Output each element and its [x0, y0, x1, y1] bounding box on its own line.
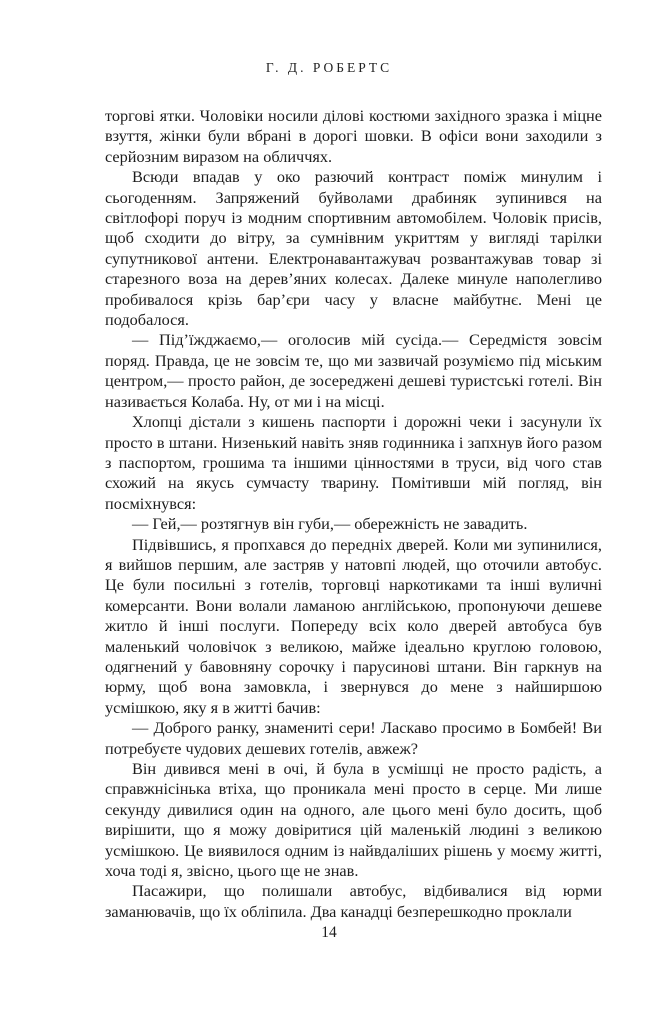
- running-header: Г. Д. РОБЕРТС: [265, 60, 393, 75]
- page-number: 14: [321, 924, 337, 941]
- paragraph: Всюди впадав у око разючий контраст поміж минулим і сьогоденням. Запряжений буйволами драбиняк зупинився на світлофорі поруч із модним спортивним автомобілем. Чоловік присів, щоб сходити до вітру, за сумнівним укриттям у вигляді тарілки супутникової антени. Електронавантажувач розвантажував товар зі старезного воза на дерев’яних колесах. Далеке минуле наполегливо пробивалося крізь бар’єри часу у власне майбутнє. Мені це подобалося.: [105, 167, 602, 330]
- paragraph: Пасажири, що полишали автобус, відбивалися від юрми заманювачів, що їх обліпила. Два канадці безперешкодно проклали: [105, 881, 602, 921]
- paragraph-dialogue: — Доброго ранку, знамениті сери! Ласкаво просимо в Бомбей! Ви потребуєте чудових дешевих готелів, авжеж?: [105, 718, 602, 758]
- text-block: [105, 106, 602, 922]
- paragraph: Він дивився мені в очі, й була в усмішці не просто радість, а справжнісінька втіха, що проникала мені просто в серце. Ми лише секунду дивилися один на одного, але цього мені було досить, щоб вирішити, що я можу довіритися цій маленькій людині з великою усмішкою. Це виявилося одним із найвдаліших рішень у моєму житті, хоча тоді я, звісно, цього ще не знав.: [105, 759, 602, 881]
- paragraph-dialogue: — Під’їжджаємо,— оголосив мій сусіда.— Середмістя зовсім поряд. Правда, це не зовсім те, що ми зазвичай розуміємо під міським центром,— просто район, де зосереджені дешеві туристські готелі. Він називається Колаба. Ну, от ми і на місці.: [105, 330, 602, 411]
- paragraph: Підвівшись, я пропхався до передніх дверей. Коли ми зупинилися, я вийшов першим, але застряв у натовпі людей, що оточили автобус. Це були посильні з готелів, торговці наркотиками та інші вуличні комерсанти. Вони волали ламаною англійською, пропонуючи дешеве житло й інші послуги. Попереду всіх коло дверей автобуса був маленький чоловічок з великою, майже ідеально круглою головою, одягнений у бавовняну сорочку і парусинові штани. Він гаркнув на юрму, щоб вона замовкла, і звернувся до мене з найширшою усмішкою, яку я в житті бачив:: [105, 534, 602, 717]
- paragraph: Хлопці дістали з кишень паспорти і дорожні чеки і засунули їх просто в штани. Низенький навіть зняв годинника і запхнув його разом з паспортом, грошима та іншими цінностями в труси, від чого став схожий на якусь сумчасту тварину. Помітивши мій погляд, він посміхнувся:: [105, 412, 602, 513]
- paragraph: торгові ятки. Чоловіки носили ділові костюми західного зразка і міцне взуття, жінки були вбрані в дорогі шовки. В офіси вони заходили з серйозним виразом на обличчях.: [105, 106, 602, 166]
- paragraph-dialogue: — Гей,— розтягнув він губи,— обережність не завадить.: [132, 514, 528, 534]
